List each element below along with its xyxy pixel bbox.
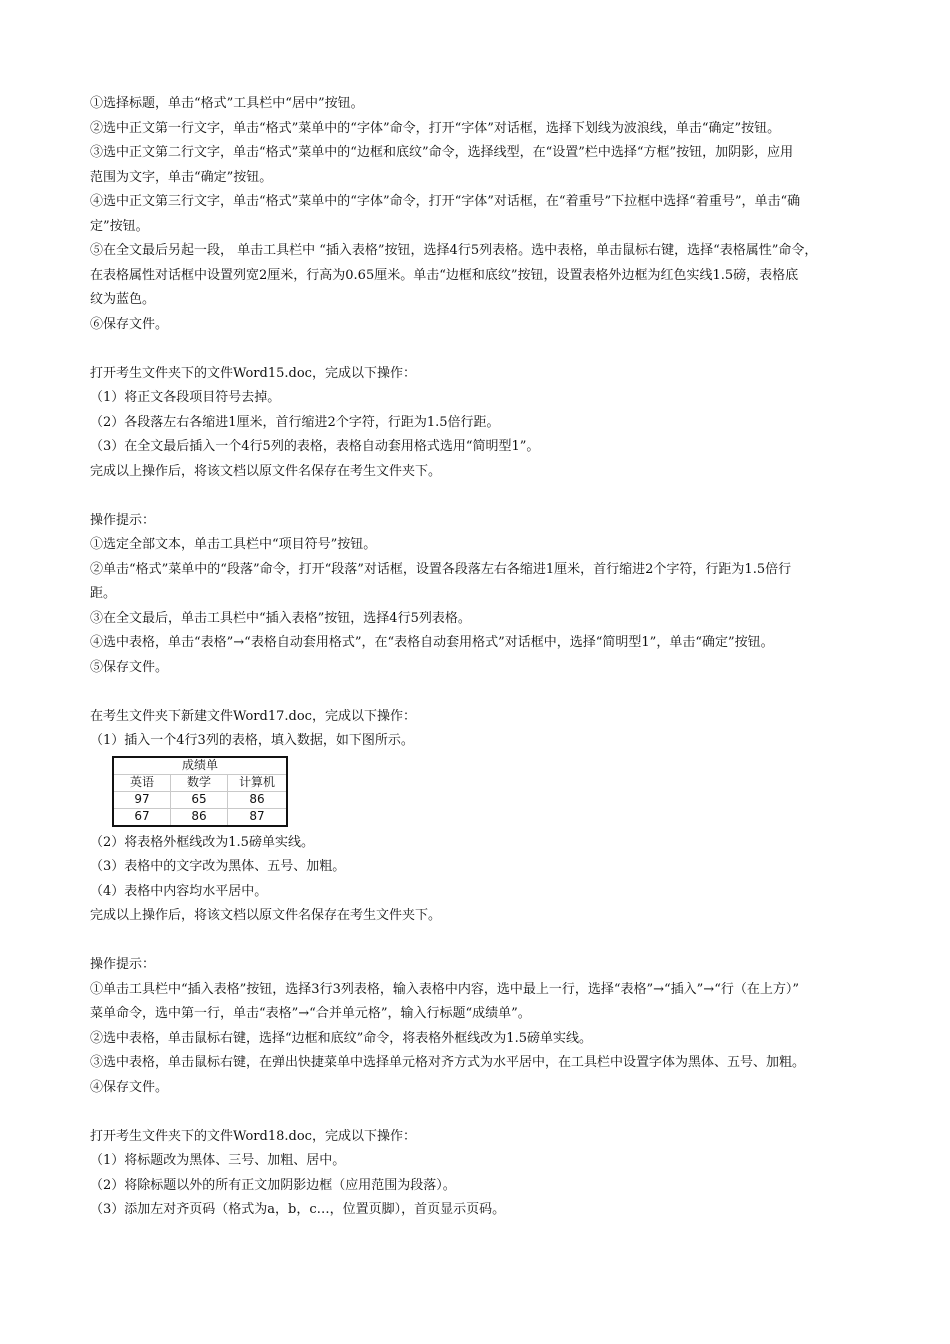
text-line: ①选定全部文本，单击工具栏中“项目符号”按钮。	[90, 537, 377, 552]
text-line: 打开考生文件夹下的文件Word18.doc，完成以下操作：	[90, 1128, 416, 1144]
text-line: （3）表格中的文字改为黑体、五号、加粗。	[90, 859, 346, 874]
table-cell: 87	[228, 808, 288, 826]
text-line: （2）各段落左右各缩进1厘米，首行缩进2个字符，行距为1.5倍行距。	[90, 414, 500, 430]
table-row	[113, 791, 287, 808]
text-line: 操作提示：	[90, 957, 156, 972]
section-word18-task	[90, 1125, 862, 1223]
table-header-cell: 计算机	[228, 774, 288, 791]
text-line: （3）添加左对齐页码（格式为a，b，c…，位置页脚），首页显示页码。	[90, 1202, 506, 1217]
text-line: （4）表格中内容均水平居中。	[90, 883, 268, 899]
text-line: 完成以上操作后，将该文档以原文件名保存在考生文件夹下。	[90, 908, 442, 923]
table-row	[113, 808, 287, 826]
blank-line	[90, 337, 862, 362]
text-line: 距。	[90, 586, 117, 601]
table-header-cell: 数学	[171, 774, 228, 791]
table-header-row	[113, 774, 287, 791]
text-line: ②单击“格式”菜单中的“段落”命令，打开“段落”对话框，设置各段落左右各缩进1厘米，首行缩进2个字符，行距为1.5倍行	[90, 561, 792, 577]
score-table-wrapper	[90, 756, 862, 827]
text-line: ③选中表格，单击鼠标右键，在弹出快捷菜单中选择单元格对齐方式为水平居中，在工具栏中设置字体为黑体、五号、加粗。	[90, 1055, 806, 1070]
blank-line	[90, 680, 862, 705]
text-line: 操作提示：	[90, 512, 156, 528]
text-line: ②选中正文第一行文字，单击“格式”菜单中的“字体”命令，打开“字体”对话框，选择下划线为波浪线，单击“确定”按钮。	[90, 120, 781, 136]
text-line: （1）将正文各段项目符号去掉。	[90, 390, 281, 405]
text-line: 菜单命令，选中第一行，单击“表格”→“合并单元格”，输入行标题“成绩单”。	[90, 1006, 531, 1021]
blank-line	[90, 929, 862, 954]
text-line: 打开考生文件夹下的文件Word15.doc，完成以下操作：	[90, 365, 416, 381]
text-line: 完成以上操作后，将该文档以原文件名保存在考生文件夹下。	[90, 463, 442, 479]
text-line: ②选中表格，单击鼠标右键，选择“边框和底纹”命令，将表格外框线改为1.5磅单实线。	[90, 1030, 592, 1046]
section-steps-1	[90, 92, 862, 337]
section-word15-hints	[90, 509, 862, 681]
text-line: ⑤保存文件。	[90, 659, 169, 675]
table-cell: 65	[171, 791, 228, 808]
table-cell: 86	[228, 791, 288, 808]
text-line: ③在全文最后，单击工具栏中“插入表格”按钮，选择4行5列表格。	[90, 610, 471, 626]
text-line: 定”按钮。	[90, 218, 149, 234]
text-line: 在表格属性对话框中设置列宽2厘米，行高为0.65厘米。单击“边框和底纹”按钮，设置表格外边框为红色实线1.5磅，表格底	[90, 267, 799, 283]
table-cell: 86	[171, 808, 228, 826]
text-line: ⑤在全文最后另起一段， 单击工具栏中 “插入表格”按钮，选择4行5列表格。选中表格，单击鼠标右键，选择“表格属性”命令，	[90, 243, 818, 258]
text-line: ④选中正文第三行文字，单击“格式”菜单中的“字体”命令，打开“字体”对话框，在“着重号”下拉框中选择“着重号”，单击“确	[90, 194, 801, 209]
table-cell: 97	[113, 791, 171, 808]
text-line: （3）在全文最后插入一个4行5列的表格，表格自动套用格式选用“简明型1”。	[90, 439, 540, 454]
section-word17-task	[90, 705, 862, 929]
text-line: （2）将表格外框线改为1.5磅单实线。	[90, 834, 314, 850]
text-line: 纹为蓝色。	[90, 292, 156, 307]
document-page	[90, 92, 862, 1223]
blank-line	[90, 484, 862, 509]
table-title-row	[113, 757, 287, 775]
table-header-cell: 英语	[113, 774, 171, 791]
text-line: ④选中表格，单击“表格”→“表格自动套用格式”，在“表格自动套用格式”对话框中，选择“简明型1”，单击“确定”按钮。	[90, 635, 774, 650]
text-line: ①单击工具栏中“插入表格”按钮，选择3行3列表格，输入表格中内容，选中最上一行，选择“表格”→“插入”→“行（在上方）”	[90, 981, 799, 997]
section-word15-task	[90, 362, 862, 485]
text-line: ①选择标题，单击“格式”工具栏中“居中”按钮。	[90, 96, 364, 111]
text-line: （2）将除标题以外的所有正文加阴影边框（应用范围为段落）。	[90, 1177, 456, 1193]
text-line: （1）将标题改为黑体、三号、加粗、居中。	[90, 1153, 346, 1168]
text-line: （1）插入一个4行3列的表格，填入数据，如下图所示。	[90, 733, 414, 748]
text-line: ④保存文件。	[90, 1079, 169, 1095]
score-table	[112, 756, 288, 827]
text-line: ⑥保存文件。	[90, 316, 169, 332]
text-line: ③选中正文第二行文字，单击“格式”菜单中的“边框和底纹”命令，选择线型，在“设置”栏中选择“方框”按钮，加阴影，应用	[90, 145, 794, 160]
blank-line	[90, 1100, 862, 1125]
section-word17-hints	[90, 953, 862, 1100]
table-cell: 67	[113, 808, 171, 826]
table-title-cell: 成绩单	[113, 757, 287, 775]
text-line: 范围为文字，单击“确定”按钮。	[90, 169, 273, 185]
text-line: 在考生文件夹下新建文件Word17.doc，完成以下操作：	[90, 708, 416, 724]
